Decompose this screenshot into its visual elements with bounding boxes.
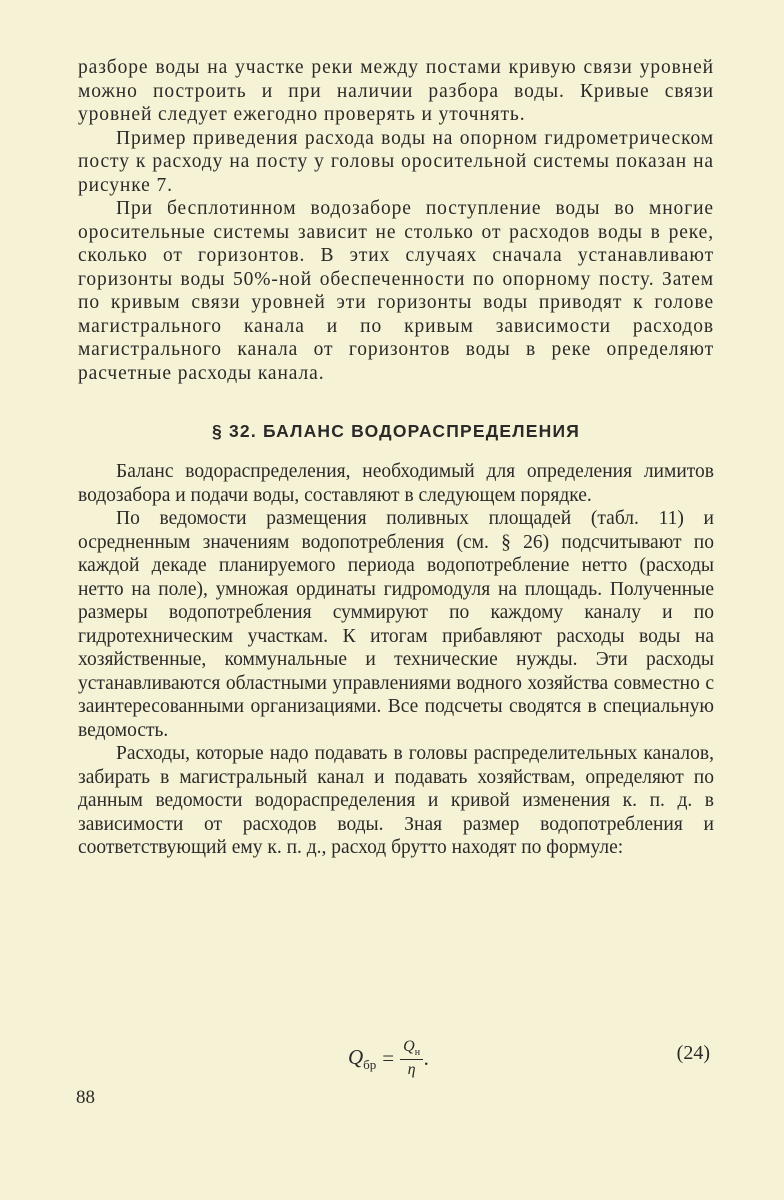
- formula-number: (24): [676, 1042, 710, 1064]
- paragraph-continuation: разборе воды на участке реки между постами кривую связи уровней можно построить и при наличии разбора воды. Кривые связи уровней следует ежегодно проверять и уточнять.: [78, 57, 714, 125]
- formula-fraction: [400, 1038, 423, 1079]
- formula-expression: [348, 1038, 429, 1079]
- paragraph-balance-intro: Баланс водораспределения, необходимый для определения лимитов водозабора и подачи воды, составляют в следующем порядке.: [78, 461, 714, 506]
- paragraph-damless-intake: При бесплотинном водозаборе поступление воды во многие оросительные системы зависит не столько от расходов воды в реке, сколько от горизонтов. В этих случаях сначала устанавливают горизонты воды 50%-ной обеспеченности по опорному посту. Затем по кривым связи уровней эти горизонты воды приводят к голове магистрального канала и по кривым зависимости расходов магистрального канала от горизонтов воды в реке определяют расчетные расходы канала.: [78, 198, 714, 384]
- formula-equals: =: [382, 1046, 395, 1071]
- paragraph-gross-flow: Расходы, которые надо подавать в головы распределительных каналов, забирать в магистральный канал и подавать хозяйствам, определяют по данным ведомости водораспределения и кривой изменения к. п. д. в зависимости от расходов воды. Зная размер водопотребления и соответствующий ему к. п. д., расход брутто находят по формуле:: [78, 743, 714, 858]
- paragraph-figure-example: Пример приведения расхода воды на опорном гидрометрическом посту к расходу на посту у головы оросительной системы показан на рисунке 7.: [78, 127, 714, 196]
- paragraph-water-demand: По ведомости размещения поливных площадей (табл. 11) и осредненным значениям водопотребления (см. § 26) подсчитывают по каждой декаде планируемого периода водопотребление нетто (расходы нетто на поле), умножая ординаты гидромодуля на площадь. Полученные размеры водопотребления суммируют по каждому каналу и по гидротехническим участкам. К итогам прибавляют расходы воды на хозяйственные, коммунальные и технические нужды. Эти расходы устанавливаются областными управлениями водного хозяйства совместно с заинтересованными организациями. Все подсчеты сводятся в специальную ведомость.: [78, 508, 714, 741]
- page-number: 88: [76, 1087, 95, 1108]
- formula-lhs: $Q_{бр}$: [348, 1044, 377, 1072]
- page-content: [78, 56, 714, 1079]
- formula-period: .: [424, 1046, 430, 1071]
- formula-numerator: $Q_н$: [400, 1038, 423, 1060]
- formula-denominator: η: [407, 1061, 416, 1079]
- section-heading: § 32. БАЛАНС ВОДОРАСПРЕДЕЛЕНИЯ: [211, 421, 581, 441]
- formula-24: [78, 1036, 714, 1106]
